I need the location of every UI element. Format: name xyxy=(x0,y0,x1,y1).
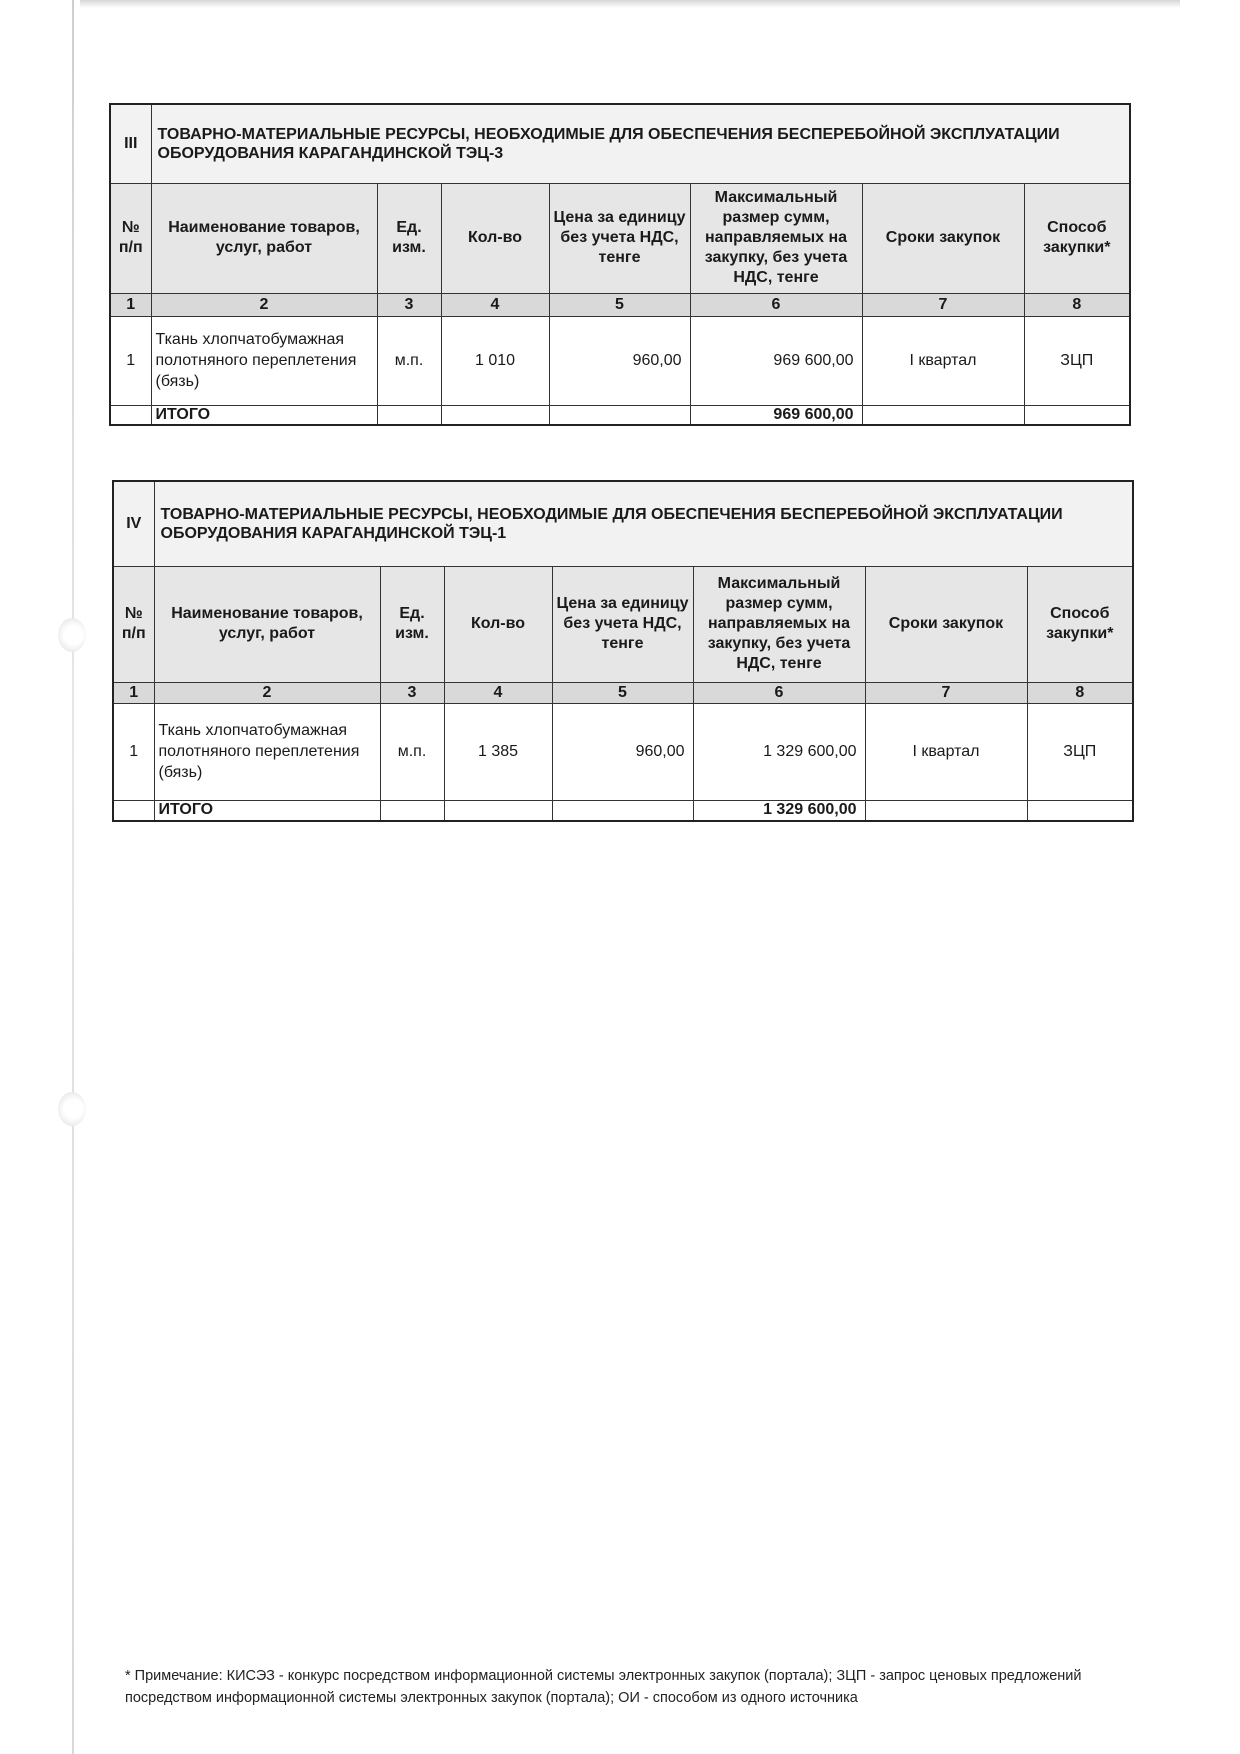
row-price: 960,00 xyxy=(549,316,690,405)
col-header-method: Способ закупки* xyxy=(1024,183,1130,293)
col-number: 4 xyxy=(444,682,552,703)
col-number: 8 xyxy=(1027,682,1133,703)
procurement-table-section-4 xyxy=(112,480,1134,822)
row-period: I квартал xyxy=(862,316,1024,405)
page-left-edge xyxy=(72,0,74,1754)
col-number: 8 xyxy=(1024,293,1130,316)
column-number-row xyxy=(113,682,1133,703)
col-number: 5 xyxy=(552,682,693,703)
section-title: ТОВАРНО-МАТЕРИАЛЬНЫЕ РЕСУРСЫ, НЕОБХОДИМЫЕ ДЛЯ ОБЕСПЕЧЕНИЯ БЕСПЕРЕБОЙНОЙ ЭКСПЛУАТАЦИИ ОБОРУДОВАНИЯ КАРАГАНДИНСКОЙ ТЭЦ-3 xyxy=(151,104,1130,183)
table-row xyxy=(110,316,1130,405)
col-header-period: Сроки закупок xyxy=(862,183,1024,293)
row-item-name: Ткань хлопчатобумажная полотняного переплетения (бязь) xyxy=(151,316,377,405)
row-sum: 1 329 600,00 xyxy=(693,703,865,800)
col-header-price: Цена за единицу без учета НДС, тенге xyxy=(552,566,693,682)
col-header-name: Наименование товаров, услуг, работ xyxy=(154,566,380,682)
col-header-max-sum: Максимальный размер сумм, направляемых на закупку, без учета НДС, тенге xyxy=(693,566,865,682)
col-header-no: № п/п xyxy=(113,566,154,682)
col-header-qty: Кол-во xyxy=(441,183,549,293)
column-header-row xyxy=(113,566,1133,682)
row-period: I квартал xyxy=(865,703,1027,800)
col-number: 1 xyxy=(113,682,154,703)
row-method: ЗЦП xyxy=(1024,316,1130,405)
col-number: 5 xyxy=(549,293,690,316)
col-header-unit: Ед. изм. xyxy=(380,566,444,682)
col-number: 6 xyxy=(690,293,862,316)
total-row xyxy=(113,800,1133,821)
row-no: 1 xyxy=(110,316,151,405)
row-unit: м.п. xyxy=(377,316,441,405)
row-sum: 969 600,00 xyxy=(690,316,862,405)
col-number: 2 xyxy=(151,293,377,316)
col-number: 7 xyxy=(865,682,1027,703)
total-value: 1 329 600,00 xyxy=(693,800,865,821)
total-label: ИТОГО xyxy=(151,405,377,425)
table-row xyxy=(113,703,1133,800)
row-unit: м.п. xyxy=(380,703,444,800)
section-number: IV xyxy=(113,481,154,566)
row-no: 1 xyxy=(113,703,154,800)
row-item-name: Ткань хлопчатобумажная полотняного переплетения (бязь) xyxy=(154,703,380,800)
col-number: 4 xyxy=(441,293,549,316)
section-header-row xyxy=(110,104,1130,183)
col-header-max-sum: Максимальный размер сумм, направляемых на закупку, без учета НДС, тенге xyxy=(690,183,862,293)
footnote: * Примечание: КИСЭЗ - конкурс посредством информационной системы электронных закупок (портала); ЗЦП - запрос ценовых предложений посредством информационной системы электронных закупок (портала); ОИ - способом из одного источника xyxy=(125,1668,1082,1706)
row-price: 960,00 xyxy=(552,703,693,800)
procurement-table-section-3 xyxy=(109,103,1131,426)
col-number: 6 xyxy=(693,682,865,703)
punch-hole xyxy=(58,1092,86,1126)
col-number: 3 xyxy=(377,293,441,316)
col-header-no: № п/п xyxy=(110,183,151,293)
col-header-qty: Кол-во xyxy=(444,566,552,682)
column-number-row xyxy=(110,293,1130,316)
col-number: 3 xyxy=(380,682,444,703)
section-title: ТОВАРНО-МАТЕРИАЛЬНЫЕ РЕСУРСЫ, НЕОБХОДИМЫЕ ДЛЯ ОБЕСПЕЧЕНИЯ БЕСПЕРЕБОЙНОЙ ЭКСПЛУАТАЦИИ ОБОРУДОВАНИЯ КАРАГАНДИНСКОЙ ТЭЦ-1 xyxy=(154,481,1133,566)
col-header-method: Способ закупки* xyxy=(1027,566,1133,682)
col-number: 7 xyxy=(862,293,1024,316)
punch-hole xyxy=(58,618,86,652)
total-value: 969 600,00 xyxy=(690,405,862,425)
col-header-unit: Ед. изм. xyxy=(377,183,441,293)
total-row xyxy=(110,405,1130,425)
col-number: 1 xyxy=(110,293,151,316)
row-qty: 1 010 xyxy=(441,316,549,405)
col-number: 2 xyxy=(154,682,380,703)
col-header-period: Сроки закупок xyxy=(865,566,1027,682)
col-header-price: Цена за единицу без учета НДС, тенге xyxy=(549,183,690,293)
row-method: ЗЦП xyxy=(1027,703,1133,800)
section-header-row xyxy=(113,481,1133,566)
page-top-edge xyxy=(80,0,1180,8)
column-header-row xyxy=(110,183,1130,293)
col-header-name: Наименование товаров, услуг, работ xyxy=(151,183,377,293)
row-qty: 1 385 xyxy=(444,703,552,800)
total-label: ИТОГО xyxy=(154,800,380,821)
section-number: III xyxy=(110,104,151,183)
